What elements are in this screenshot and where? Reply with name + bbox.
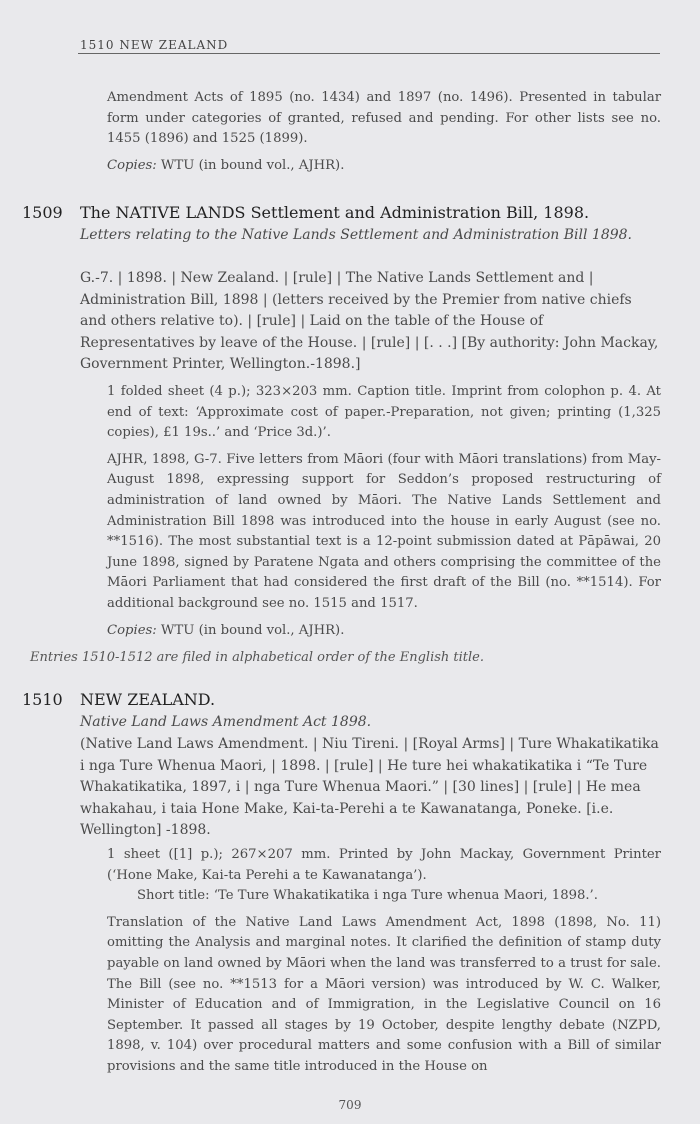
running-head: 1510 NEW ZEALAND <box>80 38 229 52</box>
entry-physical-1509: 1 folded sheet (4 p.); 323×203 mm. Caption title. Imprint from colophon p. 4. At end of text: ‘Approximate cost of paper.-Preparation, not given; printing (1,325 copies), £1 19s..’ and ‘Price 3d.)’. <box>107 384 661 441</box>
entry-physical-1510: 1 sheet ([1] p.); 267×207 mm. Printed by John Mackay, Government Printer (‘Hone Make, Kai-ta Perehi a te Kawanatanga’). <box>107 847 661 883</box>
entry-short-title-1510: Short title: ‘Te Ture Whakatikatika i nga Ture whenua Maori, 1898.’. <box>137 888 598 904</box>
entry-title-1510: NEW ZEALAND. <box>80 690 216 709</box>
copies-text: WTU (in bound vol., AJHR). <box>160 622 345 638</box>
entry-number-1509: 1509 <box>22 203 63 222</box>
entry-subtitle-1509: Letters relating to the Native Lands Settlement and Administration Bill 1898. <box>80 227 633 243</box>
entry-notes-1509: AJHR, 1898, G-7. Five letters from Māori (four with Māori translations) from May-August 1898, expressing support for Seddon’s proposed restructuring of administration of land owned by Māori. The Native Lands Settlement and Administration Bill 1898 was introduced into the house in early August (see no. **1516). The most substantial text is a 12-point submission dated at Pāpāwai, 20 June 1898, signed by Paratene Ngata and others comprising the committee of the Māori Parliament that had considered the first draft of the Bill (no. **1514). For additional background see no. 1515 and 1517. <box>107 451 661 611</box>
prev-entry <box>107 88 661 176</box>
entry-title-1509: The NATIVE LANDS Settlement and Administration Bill, 1898. <box>80 203 590 222</box>
entry-copies-1509 <box>107 621 661 642</box>
copies-text: WTU (in bound vol., AJHR). <box>160 157 345 173</box>
entry-transcription-1510: (Native Land Laws Amendment. | Niu Tireni. | [Royal Arms] | Ture Whakatikatika i nga Ture Whenua Maori, | 1898. | [rule] | He ture hei whakatikatika i “Te Ture Whakatikatika, 1897, i | nga Ture Whenua Maori.” | [30 lines] | [rule] | He mea whakahau, i taia Hone Make, Kai-ta-Perehi a te Kawanatanga, Poneke. [i.e. Wellington] -1898. <box>80 736 659 838</box>
entry-subtitle-1510: Native Land Laws Amendment Act 1898. <box>80 714 372 730</box>
copies-label: Copies: <box>107 622 157 638</box>
filing-note: Entries 1510-1512 are filed in alphabetical order of the English title. <box>30 650 485 665</box>
prev-entry-copies <box>107 156 661 177</box>
page-number: 709 <box>338 1098 362 1112</box>
copies-label: Copies: <box>107 157 157 173</box>
entry-transcription-1509: G.-7. | 1898. | New Zealand. | [rule] | The Native Lands Settlement and | Administration Bill, 1898 | (letters received by the Premier from native chiefs and others relative to). | [rule] | Laid on the table of the House of Representatives by leave of the House. | [rule] | [. . .] [By authority: John Mackay, Government Printer, Wellington.-1898.] <box>80 270 659 372</box>
prev-entry-text: Amendment Acts of 1895 (no. 1434) and 1897 (no. 1496). Presented in tabular form under categories of granted, refused and pending. For other lists see no. 1455 (1896) and 1525 (1899). <box>107 90 661 147</box>
entry-notes-1510: Translation of the Native Land Laws Amendment Act, 1898 (1898, No. 11) omitting the Analysis and marginal notes. It clarified the definition of stamp duty payable on land owned by Māori when the land was transferred to a trust for sale. The Bill (see no. **1513 for a Māori version) was introduced by W. C. Walker, Minister of Education and of Immigration, in the Legislative Council on 16 September. It passed all stages by 19 October, despite lengthy debate (NZPD, 1898, v. 104) over procedural matters and some confusion with a Bill of similar provisions and the same title introduced in the House on <box>107 914 661 1074</box>
header-rule <box>78 53 660 54</box>
entry-body-1509 <box>107 382 661 641</box>
entry-body-1510 <box>107 845 661 1078</box>
entry-number-1510: 1510 <box>22 690 63 709</box>
